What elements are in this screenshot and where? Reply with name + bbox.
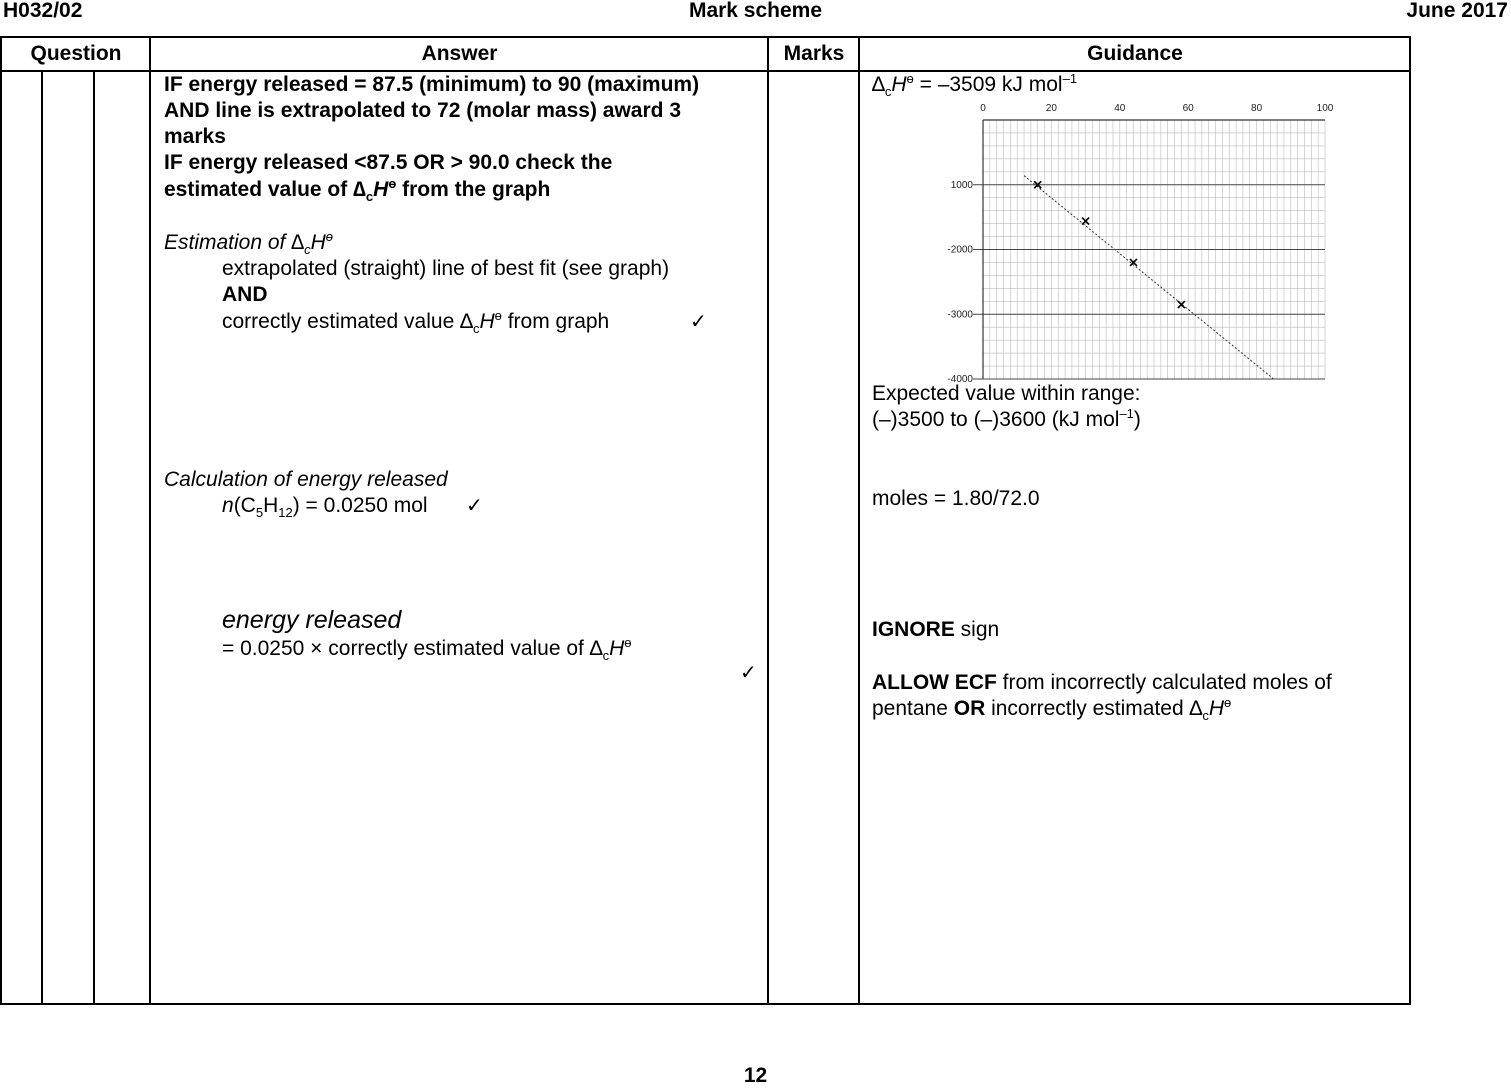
answer-line-5: estimated value of $\Delta_cH^ө$ from the graph	[164, 176, 551, 205]
marks-column-border	[767, 37, 769, 1005]
guidance-allow-1: ALLOW ECF from incorrectly calculated moles of	[872, 671, 1332, 694]
energy-line: = 0.0250 × correctly estimated value of $\Delta_cH^ө$	[222, 635, 632, 664]
answer-line-2: AND line is extrapolated to 72 (molar mass) award 3	[164, 99, 682, 122]
answer-line-1: IF energy released = 87.5 (minimum) to 90 (maximum)	[164, 73, 700, 96]
column-header-marks: Marks	[783, 42, 845, 65]
answer-line-3: marks	[164, 125, 226, 148]
estimation-and: AND	[222, 283, 268, 306]
guidance-expected-1: Expected value within range:	[872, 382, 1141, 405]
guidance-enthalpy-value: $\Delta_cH^ө = -3509$ kJ mol$^{-1}$	[872, 71, 1078, 100]
x-tick-label: 20	[1045, 103, 1057, 114]
calculation-heading: Calculation of energy released	[164, 468, 448, 491]
estimation-line-3: correctly estimated value $\Delta_cH^ө$ from graph	[222, 308, 610, 337]
column-header-answer: Answer	[421, 42, 498, 65]
y-tick-label: -4000	[947, 374, 973, 385]
x-tick-label: 40	[1114, 103, 1126, 114]
document-date: June 2017	[1406, 0, 1508, 22]
column-header-question: Question	[30, 42, 122, 65]
table-top-border	[0, 36, 1411, 38]
guidance-allow-2: pentane OR incorrectly estimated $\Delta_cH^ө$	[872, 695, 1232, 724]
guidance-ignore: IGNORE sign	[872, 618, 1000, 641]
enthalpy-graph	[938, 98, 1334, 385]
estimation-line-1: extrapolated (straight) line of best fit (see graph)	[222, 257, 670, 280]
y-tick-label: -2000	[947, 244, 973, 256]
column-header-guidance: Guidance	[1087, 42, 1183, 65]
guidance-expected-2: (–)3500 to (–)3600 (kJ mol$^{-1}$)	[872, 406, 1141, 431]
question-subdivider-1	[41, 71, 43, 1005]
x-tick-label: 60	[1182, 103, 1194, 114]
page-number: 12	[743, 1064, 768, 1087]
table-left-border	[0, 37, 2, 1005]
table-bottom-border	[0, 1003, 1411, 1005]
mark-tick-1: ✓	[690, 311, 707, 333]
x-tick-label: 80	[1251, 103, 1263, 114]
y-tick-label: -3000	[947, 309, 973, 321]
table-right-border	[1409, 37, 1411, 1005]
mark-tick-3: ✓	[740, 662, 757, 684]
document-code: H032/02	[3, 0, 83, 22]
guidance-column-border	[858, 37, 860, 1005]
y-tick-label: 1000	[950, 179, 973, 191]
mark-tick-2: ✓	[466, 495, 483, 517]
estimation-heading: Estimation of $\Delta_cH^ө$	[164, 229, 333, 258]
x-tick-label: 0	[980, 103, 986, 114]
question-subdivider-2	[93, 71, 95, 1005]
energy-heading: energy released	[222, 606, 402, 634]
calculation-moles: $n(C_5H_{12}) = 0.0250$ mol	[222, 494, 428, 521]
document-title: Mark scheme	[688, 0, 823, 22]
x-tick-label: 100	[1316, 103, 1334, 114]
guidance-moles: moles = 1.80/72.0	[872, 487, 1040, 510]
answer-line-4: IF energy released <87.5 OR > 90.0 check the	[164, 151, 613, 174]
answer-column-border	[149, 37, 151, 1005]
